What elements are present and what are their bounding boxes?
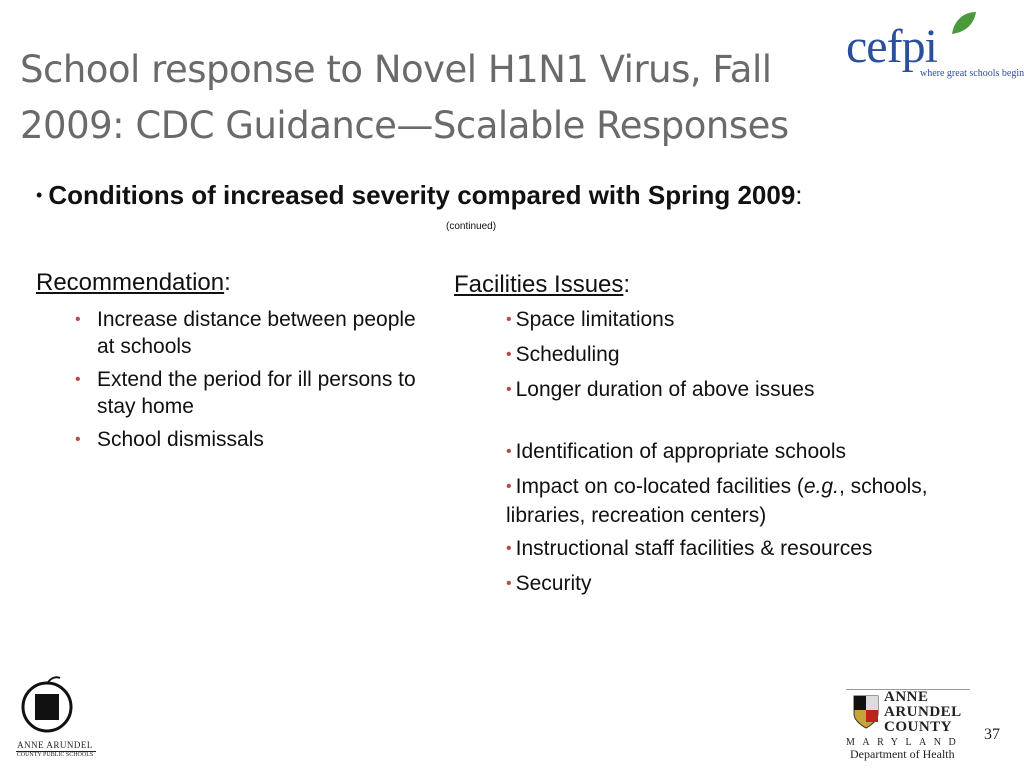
aacps-logo	[8, 672, 98, 762]
bullet-dot: •	[506, 311, 512, 328]
health-logo-line2: ARUNDEL	[884, 704, 962, 720]
cefpi-leaf-icon	[948, 8, 978, 38]
list-item	[72, 426, 422, 453]
list-item-text: Increase distance between people at schools	[97, 308, 416, 358]
slide-subtitle	[36, 180, 803, 211]
list-item-text: Security	[515, 572, 592, 595]
cefpi-logo-word: cefpi	[846, 20, 937, 73]
list-item	[506, 535, 986, 564]
aacps-logo-line1: ANNE ARUNDEL	[17, 740, 93, 750]
title-line-2: 2009: CDC Guidance—Scalable Responses	[20, 104, 789, 147]
list-item	[506, 570, 986, 599]
recommendation-heading: Recommendation:	[36, 269, 231, 296]
bullet-dot: •	[75, 371, 81, 388]
facilities-heading-text: Facilities Issues	[454, 271, 624, 298]
list-item	[72, 306, 422, 360]
cefpi-logo	[840, 8, 1024, 88]
subtitle-text: Conditions of increased severity compared with Spring 2009	[48, 180, 796, 210]
title-line-1: School response to Novel H1N1 Virus, Fall	[20, 48, 772, 91]
slide-title	[20, 42, 840, 154]
list-item	[72, 366, 422, 420]
list-item-text: Identification of appropriate schools	[515, 440, 846, 463]
health-logo-line1: ANNE	[884, 689, 929, 705]
bullet-dot: •	[506, 540, 512, 557]
list-item-text: Scheduling	[515, 343, 620, 366]
impact-italic: e.g.	[803, 475, 839, 498]
health-logo-state: MARYLAND	[846, 737, 964, 748]
bullet-dot: •	[506, 381, 512, 398]
recommendation-heading-text: Recommendation	[36, 269, 225, 296]
recommendation-list	[72, 306, 422, 459]
list-item-text: School dismissals	[97, 428, 264, 451]
list-item	[506, 438, 986, 467]
health-logo-name	[884, 690, 962, 735]
subtitle-colon: :	[795, 180, 803, 210]
bullet-dot: •	[506, 478, 512, 495]
bullet-dot: •	[75, 311, 81, 328]
health-logo-line3: COUNTY	[884, 719, 953, 735]
list-item-text: Instructional staff facilities & resources	[515, 537, 873, 560]
health-department-logo	[846, 686, 976, 762]
facilities-heading: Facilities Issues:	[454, 271, 631, 298]
facilities-list	[506, 306, 986, 605]
list-item	[506, 473, 986, 529]
impact-prefix: Impact on co-located facilities (	[515, 475, 804, 498]
page-number: 37	[984, 726, 1000, 743]
apple-emblem-icon	[16, 674, 78, 736]
cefpi-tagline: where great schools begin	[920, 68, 1024, 79]
aacps-logo-line2: COUNTY PUBLIC SCHOOLS	[16, 752, 94, 758]
list-item	[506, 306, 986, 335]
list-item	[506, 341, 986, 370]
bullet-dot: •	[36, 185, 43, 205]
list-item-text: Space limitations	[515, 308, 675, 331]
health-logo-department: Department of Health	[850, 747, 955, 761]
bullet-dot: •	[506, 443, 512, 460]
bullet-dot: •	[506, 575, 512, 592]
list-item-text: Extend the period for ill persons to stay home	[97, 368, 416, 418]
list-item-text: Longer duration of above issues	[515, 378, 815, 401]
continued-note: (continued)	[446, 221, 497, 232]
list-item	[506, 376, 986, 405]
county-shield-icon	[852, 694, 880, 730]
impact-suffix: , schools, libraries, recreation centers)	[506, 475, 928, 527]
bullet-dot: •	[506, 346, 512, 363]
bullet-dot: •	[75, 431, 81, 448]
